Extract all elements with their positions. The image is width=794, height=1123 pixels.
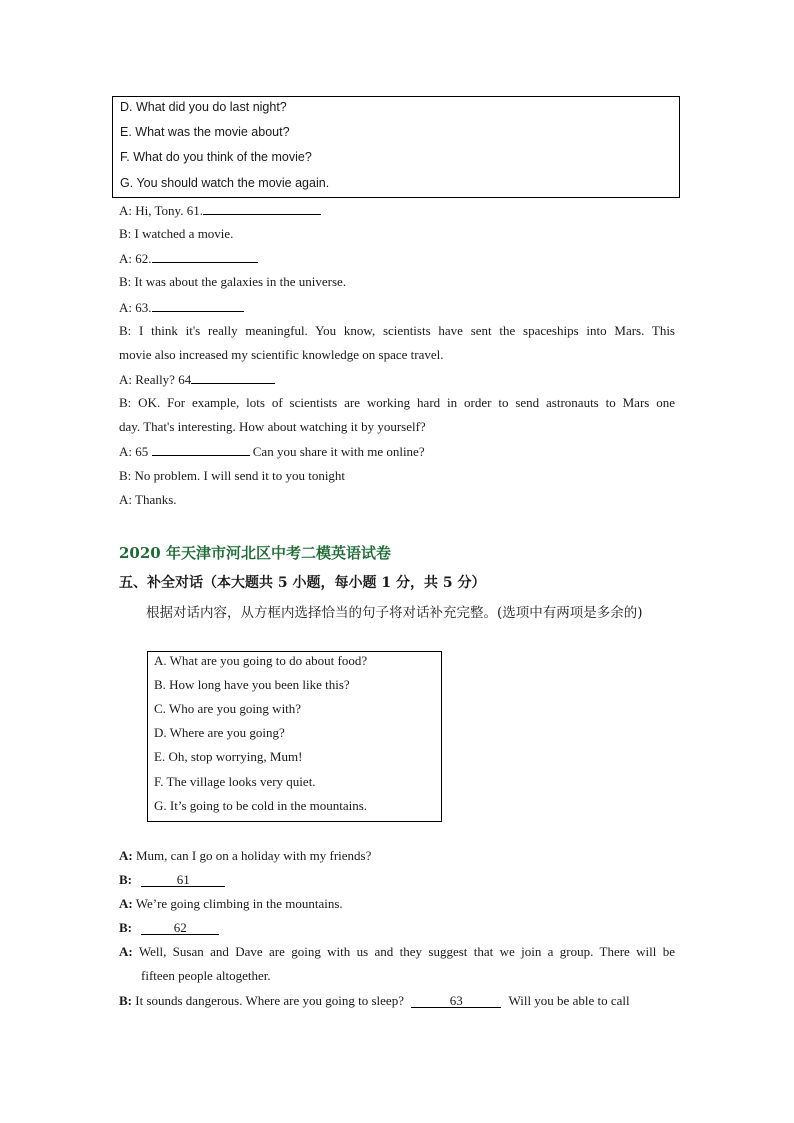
dialog1-line-11-tail: Can you share it with me online? <box>252 444 425 459</box>
dialog1-line-5-text: A: 63. <box>119 300 152 315</box>
dialog1-line-13: A: Thanks. <box>119 492 177 507</box>
options-box-bottom <box>147 651 442 822</box>
option-f: F. What do you think of the movie? <box>120 150 312 164</box>
speaker-a: A: <box>119 896 133 911</box>
dialog1-line-11-text: A: 65 <box>119 444 149 459</box>
dialog2-line-7 <box>119 993 630 1009</box>
option-d: D. What did you do last night? <box>120 100 287 114</box>
dialog1-line-6: B: I think it's really meaningful. You know, scientists have sent the spaceships into Mars. This <box>119 323 675 338</box>
option-e: E. Oh, stop worrying, Mum! <box>154 749 303 764</box>
dialog2-line-1 <box>119 848 371 864</box>
option-d: D. Where are you going? <box>154 725 285 740</box>
dialog1-line-8 <box>119 371 275 388</box>
dialog2-line-1-text: Mum, can I go on a holiday with my friends? <box>135 848 372 863</box>
option-c: C. Who are you going with? <box>154 701 302 716</box>
dialog1-line-7: movie also increased my scientific knowledge on space travel. <box>119 347 444 362</box>
dialog1-line-1 <box>119 202 321 219</box>
answer-blank-63[interactable] <box>152 299 244 312</box>
answer-blank-63-b[interactable]: 63 <box>411 994 501 1008</box>
dialog1-line-5 <box>119 299 244 316</box>
answer-blank-62[interactable] <box>152 250 258 263</box>
dialog1-line-9: B: OK. For example, lots of scientists are working hard in order to send astronauts to Mars one <box>119 395 675 410</box>
speaker-b: B: <box>119 920 132 935</box>
dialog1-line-8-text: A: Really? 64 <box>119 372 192 387</box>
speaker-b: B: <box>119 872 132 887</box>
speaker-a: A: <box>119 848 133 863</box>
speaker-a: A: <box>119 944 133 959</box>
answer-blank-62-b[interactable]: 62 <box>141 921 219 935</box>
answer-blank-65[interactable] <box>152 443 250 456</box>
option-g: G. It’s going to be cold in the mountains. <box>154 798 368 813</box>
dialog2-line-3-text: We’re going climbing in the mountains. <box>135 896 343 911</box>
exam-heading: 2020 年天津市河北区中考二模英语试卷 <box>119 544 391 562</box>
options-box-top <box>112 96 680 198</box>
instruction-text: 根据对话内容，从方框内选择恰当的句子将对话补充完整。(选项中有两项是多余的) <box>146 605 643 621</box>
option-e: E. What was the movie about? <box>120 125 290 139</box>
dialog1-line-10: day. That's interesting. How about watching it by yourself? <box>119 419 426 434</box>
answer-blank-61-b[interactable]: 61 <box>141 873 225 887</box>
section-title: 五、补全对话（本大题共 5 小题，每小题 1 分，共 5 分） <box>119 575 486 591</box>
dialog1-line-12: B: No problem. I will send it to you tonight <box>119 468 346 483</box>
dialog2-line-6: fifteen people altogether. <box>141 968 271 983</box>
dialog2-line-7-tail: Will you be able to call <box>508 993 630 1008</box>
answer-blank-64[interactable] <box>191 371 275 384</box>
dialog1-line-3 <box>119 250 258 267</box>
speaker-b: B: <box>119 993 132 1008</box>
option-a: A. What are you going to do about food? <box>154 653 368 668</box>
dialog1-line-11 <box>119 443 425 460</box>
dialog2-line-2 <box>119 872 225 888</box>
dialog1-line-1-text: A: Hi, Tony. 61. <box>119 203 203 218</box>
dialog2-line-3 <box>119 896 343 912</box>
option-g: G. You should watch the movie again. <box>120 176 330 190</box>
dialog2-line-5 <box>119 944 675 960</box>
dialog2-line-4 <box>119 920 219 936</box>
dialog1-line-4: B: It was about the galaxies in the universe. <box>119 274 347 289</box>
dialog1-line-2: B: I watched a movie. <box>119 226 234 241</box>
option-f: F. The village looks very quiet. <box>154 774 316 789</box>
answer-blank-61[interactable] <box>203 202 321 215</box>
dialog1-line-3-text: A: 62. <box>119 251 152 266</box>
dialog2-line-7-text: It sounds dangerous. Where are you going to sleep? <box>135 993 404 1008</box>
option-b: B. How long have you been like this? <box>154 677 350 692</box>
dialog2-line-5-text: Well, Susan and Dave are going with us and they suggest that we join a group. There will be <box>138 944 676 959</box>
